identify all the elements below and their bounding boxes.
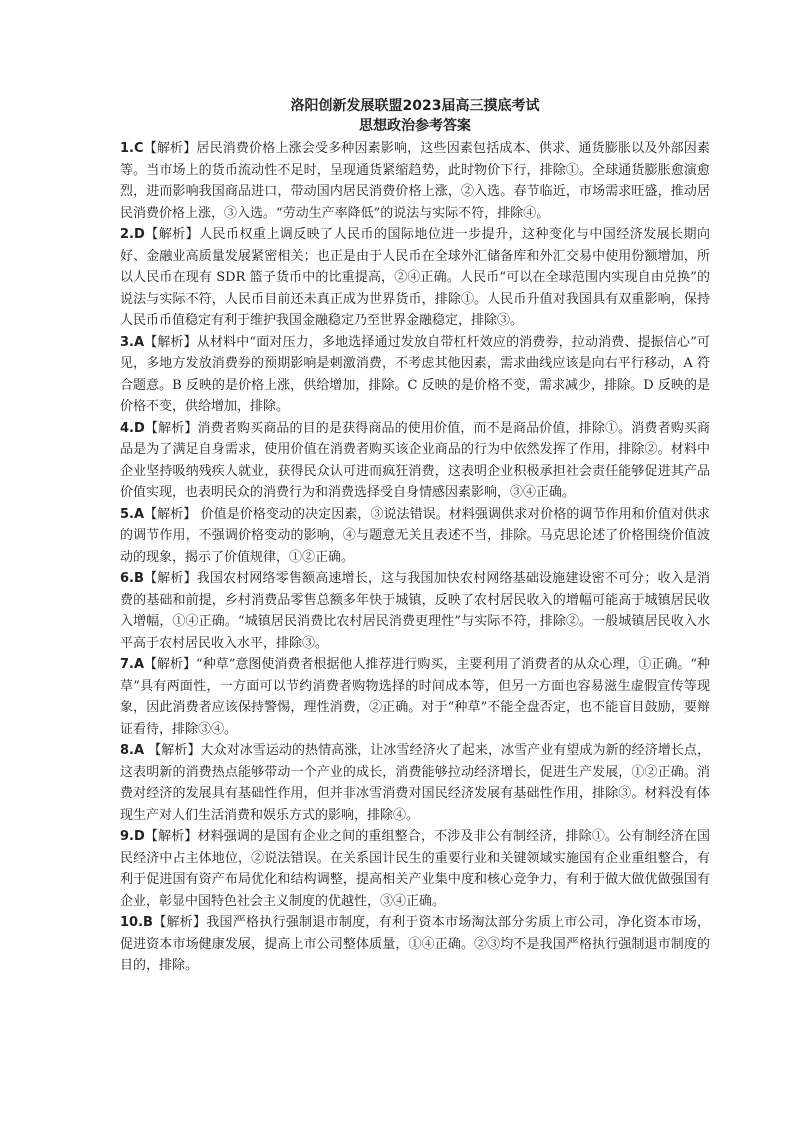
answer-explanation: 【解析】消费者购买商品的目的是获得商品的使用价值，而不是商品价值，排除①。消费者购买商品是为了满足自身需求，使用价值在消费者购买该企业商品的行为中依然发挥了作用，排除②。材料中企业坚持吸纳残疾人就业，获得民众认可进而疯狂消费，这表明企业积极承担社会责任能够促进其产品价值实现，也表明民众的消费行为和消费选择受自身情感因素影响，③④正确。	[120, 420, 710, 500]
answer-explanation: 【解析】“种草”意图使消费者根据他人推荐进行购买，主要利用了消费者的从众心理，①正确。“种草”具有两面性，一方面可以节约消费者购物选择的时间成本等，但另一方面也容易滋生虚假宣传等现象，因此消费者应该保持警惕，理性消费，②正确。对于“种草”不能全盘否定，也不能盲目鼓励，要辩证看待，排除③④。	[120, 657, 710, 737]
answer-label: 6.B	[120, 571, 144, 586]
answer-item-5	[120, 504, 710, 569]
answer-item-1	[120, 138, 710, 224]
answer-label: 3.A	[120, 334, 145, 350]
answer-list	[120, 138, 710, 977]
answer-item-7	[120, 654, 710, 740]
answer-label: 9.D	[120, 829, 145, 844]
answer-item-6	[120, 568, 710, 654]
answer-explanation: 【解析】 价值是价格变动的决定因素，③说法错误。材料强调供求对价格的调节作用和价值对供求的调节作用，不强调价格变动的影响，④与题意无关且表述不当，排除。马克思论述了价格围绕价值波动的现象，揭示了价值规律，①②正确。	[120, 506, 710, 565]
answer-explanation: 【解析】居民消费价格上涨会受多种因素影响，这些因素包括成本、供求、通货膨胀以及外部因素等。当市场上的货币流动性不足时，呈现通货紧缩趋势，此时物价下行，排除①。全球通货膨胀愈演愈烈，进而影响我国商品进口，带动国内居民消费价格上涨，②入选。春节临近，市场需求旺盛，推动居民消费价格上涨，③入选。“劳动生产率降低”的说法与实际不符，排除④。	[120, 141, 710, 221]
answer-label: 1.C	[120, 141, 144, 156]
answer-label: 8.A	[120, 743, 145, 758]
answer-label: 2.D	[120, 227, 145, 242]
answer-explanation: 【解析】从材料中“面对压力，多地选择通过发放自带杠杆效应的消费券，拉动消费、提振信心”可见，多地方发放消费券的预期影响是刺激消费，不考虑其他因素，需求曲线应该是向右平行移动，A 符合题意。B 反映的是价格上涨，供给增加，排除。C 反映的是价格不变，需求减少，排除。D 反映的是价格不变，供给增加，排除。	[120, 334, 710, 414]
answer-item-9	[120, 826, 710, 912]
answer-explanation: 【解析】大众对冰雪运动的热情高涨，让冰雪经济火了起来，冰雪产业有望成为新的经济增长点，这表明新的消费热点能够带动一个产业的成长，消费能够拉动经济增长，促进生产发展，①②正确。消费对经济的发展具有基础性作用，但并非冰雪消费对国民经济发展有基础性作用，排除③。材料没有体现生产对人们生活消费和娱乐方式的影响，排除④。	[120, 743, 710, 823]
answer-explanation: 【解析】我国农村网络零售额高速增长，这与我国加快农村网络基础设施建设密不可分；收入是消费的基础和前提，乡村消费品零售总额多年快于城镇，反映了农村居民收入的增幅可能高于城镇居民收入增幅，①④正确。“城镇居民消费比农村居民消费更理性”与实际不符，排除②。一般城镇居民收入水平高于农村居民收入水平，排除③。	[120, 571, 710, 651]
answer-label: 7.A	[120, 657, 145, 672]
answer-item-10	[120, 912, 710, 977]
answer-item-2	[120, 224, 710, 332]
document-subtitle: 思想政治参考答案	[359, 118, 471, 134]
answer-label: 5.A	[120, 506, 145, 522]
answer-explanation: 【解析】人民币权重上调反映了人民币的国际地位进一步提升，这种变化与中国经济发展长期向好、金融业高质量发展紧密相关；也正是由于人民币在全球外汇储备库和外汇交易中使用份额增加，所以人民币在现有 SDR 篮子货币中的比重提高，②④正确。人民币“可以在全球范围内实现自由兑换”的说法与实际不符，人民币目前还未真正成为世界货币，排除①。人民币升值对我国具有双重影响，保持人民币币值稳定有利于维护我国金融稳定乃至世界金融稳定，排除③。	[120, 227, 710, 328]
answer-label: 10.B	[120, 915, 153, 930]
answer-explanation: 【解析】我国严格执行强制退市制度，有利于资本市场淘汰部分劣质上市公司，净化资本市场，促进资本市场健康发展，提高上市公司整体质量，①④正确。②③均不是我国严格执行强制退市制度的目的，排除。	[120, 915, 710, 973]
answer-item-8	[120, 740, 710, 826]
document-title: 洛阳创新发展联盟2023届高三摸底考试	[290, 98, 540, 114]
answer-item-3	[120, 332, 710, 418]
answer-explanation: 【解析】材料强调的是国有企业之间的重组整合，不涉及非公有制经济，排除①。公有制经济在国民经济中占主体地位，②说法错误。在关系国计民生的重要行业和关键领域实施国有企业重组整合，有利于促进国有资产布局优化和结构调整，提高相关产业集中度和核心竞争力，有利于做大做优做强国有企业，彰显中国特色社会主义制度的优越性，③④正确。	[120, 829, 710, 909]
answer-item-4	[120, 418, 710, 504]
answer-label: 4.D	[120, 420, 145, 436]
